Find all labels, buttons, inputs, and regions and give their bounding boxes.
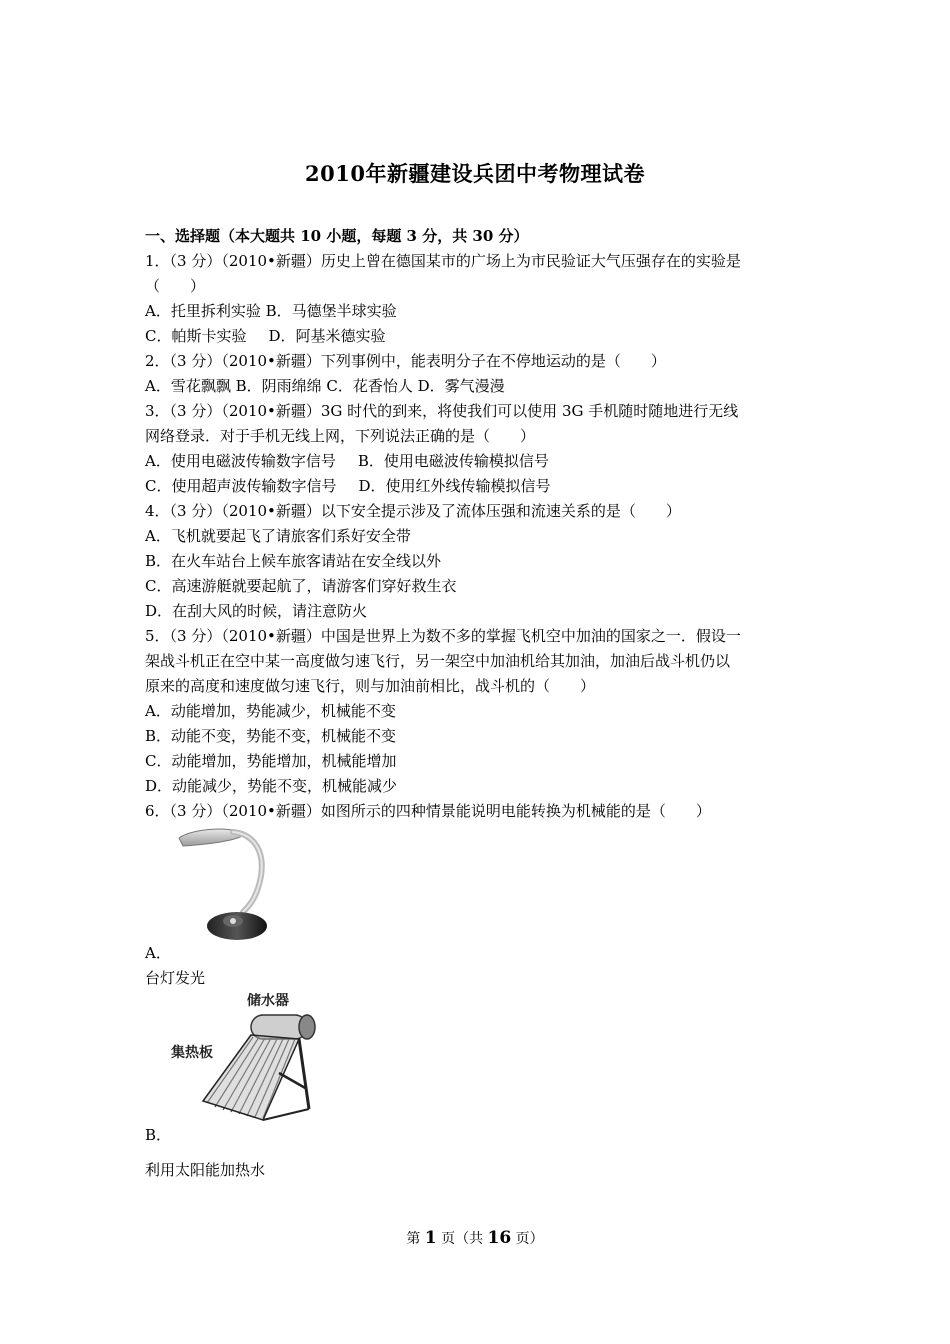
footer-prefix: 第 (406, 1231, 421, 1247)
q2-options: A．雪花飘飘 B．阴雨绵绵 C．花香怡人 D．雾气漫漫 (145, 377, 505, 395)
q6-option-a-caption: 台灯发光 (145, 969, 206, 987)
q3-option-c: C．使用超声波传输数字信号 (145, 477, 337, 495)
q5-option-b: B．动能不变，势能不变，机械能不变 (145, 727, 397, 745)
section-heading: 一、选择题（本大题共 10 小题，每题 3 分，共 30 分） (145, 227, 529, 245)
q1-options-line1: A．托里拆利实验 B．马德堡半球实验 (145, 302, 397, 320)
q6-option-a-letter: A． (145, 944, 171, 962)
q3-stem-line2: 网络登录．对于手机无线上网，下列说法正确的是（ ） (145, 427, 536, 445)
q4-stem: 4．（3 分）（2010•新疆）以下安全提示涉及了流体压强和流速关系的是（ ） (145, 502, 681, 520)
q6-option-b-caption: 利用太阳能加热水 (145, 1161, 266, 1179)
q3-option-b: B．使用电磁波传输模拟信号 (357, 452, 549, 470)
panel-label: 集热板 (171, 1045, 213, 1061)
q4-option-c: C．高速游艇就要起航了，请游客们穿好救生衣 (145, 577, 457, 595)
solar-water-heater-image (167, 993, 317, 1123)
question-list (145, 224, 815, 1183)
page-title: 2010年新疆建设兵团中考物理试卷 (305, 161, 645, 186)
q6-stem: 6．（3 分）（2010•新疆）如图所示的四种情景能说明电能转换为机械能的是（ ） (145, 802, 711, 820)
q3-stem-line1: 3．（3 分）（2010•新疆）3G 时代的到来，将使我们可以使用 3G 手机随时随地进行无线 (145, 402, 739, 420)
q1-stem-line1: 1．（3 分）（2010•新疆）历史上曾在德国某市的广场上为市民验证大气压强存在的实验是 (145, 252, 741, 270)
q2-stem: 2．（3 分）（2010•新疆）下列事例中，能表明分子在不停地运动的是（ ） (145, 352, 666, 370)
q1-option-d: D．阿基米德实验 (268, 327, 386, 345)
q4-option-d: D．在刮大风的时候，请注意防火 (145, 602, 368, 620)
q6-option-b-letter: B． (145, 1126, 172, 1144)
q5-stem-line2: 架战斗机正在空中某一高度做匀速飞行，另一架空中加油机给其加油，加油后战斗机仍以 (145, 652, 731, 670)
footer-suffix: 页） (515, 1231, 544, 1247)
q1-option-c: C．帕斯卡实验 (145, 327, 247, 345)
q5-stem-line1: 5．（3 分）（2010•新疆）中国是世界上为数不多的掌握飞机空中加油的国家之一．假设一 (145, 627, 741, 645)
q5-option-c: C．动能增加，势能增加，机械能增加 (145, 752, 397, 770)
q3-options-cd (145, 474, 815, 499)
q4-option-a: A．飞机就要起飞了请旅客们系好安全带 (145, 527, 411, 545)
q3-option-d: D．使用红外线传输模拟信号 (358, 477, 551, 495)
q1-options-line2 (145, 324, 815, 349)
q3-option-a: A．使用电磁波传输数字信号 (145, 452, 336, 470)
footer-mid: 页（共 (441, 1231, 484, 1247)
footer-total-pages: 16 (487, 1228, 512, 1248)
q5-option-d: D．动能减少，势能不变，机械能减少 (145, 777, 398, 795)
q5-stem-line3: 原来的高度和速度做匀速飞行，则与加油前相比，战斗机的（ ） (145, 677, 596, 695)
desk-lamp-image (173, 826, 293, 941)
q5-option-a: A．动能增加，势能减少，机械能不变 (145, 702, 396, 720)
q3-options-ab (145, 449, 815, 474)
q1-stem-line2: （ ） (145, 277, 206, 295)
page-footer (0, 1228, 950, 1248)
footer-page-number: 1 (424, 1228, 437, 1248)
tank-label: 储水器 (247, 993, 289, 1009)
q4-option-b: B．在火车站台上候车旅客请站在安全线以外 (145, 552, 442, 570)
